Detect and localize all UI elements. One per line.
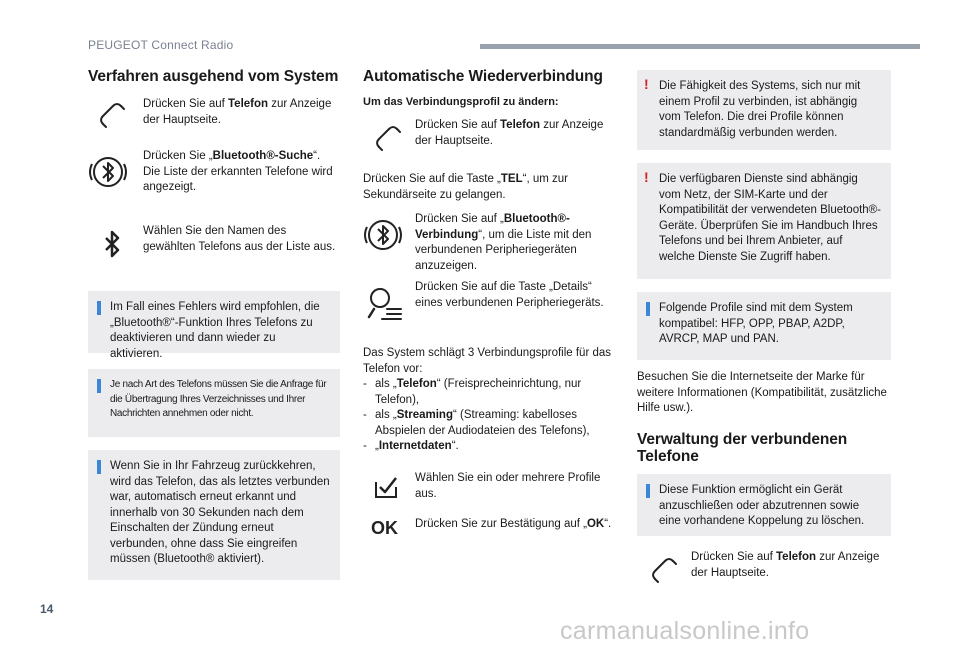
- bluetooth-icon: [94, 226, 130, 262]
- page-number: 14: [40, 602, 54, 616]
- step-text: Wählen Sie ein oder mehrere Profile aus.: [415, 472, 601, 500]
- heading-verfahren: Verfahren ausgehend vom System: [88, 68, 339, 85]
- phone-icon: [94, 97, 130, 133]
- info-note: Im Fall eines Fehlers wird empfohlen, die „Bluetooth®“-Funktion Ihres Telefons zu deaktivieren und dann wieder zu aktivieren.: [88, 291, 340, 353]
- profile-list: [363, 377, 613, 455]
- warning-icon: !: [644, 76, 649, 92]
- watermark: carmanualsonline.info: [560, 617, 810, 645]
- step-text: Drücken Sie auf Telefon zur Anzeige der Hauptseite.: [691, 551, 880, 579]
- info-marker: [646, 484, 650, 498]
- heading-wiederverbindung: Automatische Wiederverbindung: [363, 68, 603, 85]
- info-marker: [646, 302, 650, 316]
- list-item: - als „Telefon“ (Freisprecheinrichtung, nur Telefon),: [363, 378, 582, 406]
- list-item: - als „Streaming“ (Streaming: kabelloses Abspielen der Audiodateien des Telefons),: [363, 409, 590, 437]
- step-text: Drücken Sie auf „Bluetooth®-Verbindung“, um die Liste mit den verbundenen Peripheriegeräten anzuzeigen.: [415, 213, 592, 272]
- step-text: Drücken Sie „Bluetooth®-Suche“. Die Liste der erkannten Telefone wird angezeigt.: [143, 150, 333, 193]
- subheading: Um das Verbindungsprofil zu ändern:: [363, 96, 559, 108]
- step-text: Wählen Sie den Namen des gewählten Telefons aus der Liste aus.: [143, 225, 336, 253]
- warning-note: ! Die verfügbaren Dienste sind abhängig vom Netz, der SIM-Karte und der Kompatibilität der verwendeten Bluetooth®-Geräte. Überprüfen Sie im Handbuch Ihres Telefons und bei Ihrem Anbieter, auf welche Dienste Sie Zugriff haben.: [637, 163, 891, 279]
- heading-verwaltung: Verwaltung der verbundenen Telefone: [637, 431, 848, 465]
- info-marker: [97, 301, 101, 315]
- info-marker: [97, 379, 101, 393]
- info-note: Diese Funktion ermöglicht ein Gerät anzuschließen oder abzutrennen sowie eine vorhandene Koppelung zu löschen.: [637, 474, 891, 536]
- bluetooth-search-icon: [88, 152, 128, 192]
- warning-note: ! Die Fähigkeit des Systems, sich nur mit einem Profil zu verbinden, ist abhängig vom Telefon. Die drei Profile können standardmäßig verbunden werden.: [637, 70, 891, 150]
- paragraph: Das System schlägt 3 Verbindungsprofile für das Telefon vor:: [363, 347, 612, 375]
- list-item: - „Internetdaten“.: [363, 440, 459, 452]
- step-text: Drücken Sie zur Bestätigung auf „OK“.: [415, 518, 612, 530]
- info-note: Je nach Art des Telefons müssen Sie die Anfrage für die Übertragung Ihres Verzeichnisses und Ihrer Nachrichten annehmen oder nicht.: [88, 369, 340, 437]
- paragraph: Drücken Sie auf die Taste „TEL“, um zur Sekundärseite zu gelangen.: [363, 173, 568, 201]
- step-text: Drücken Sie auf Telefon zur Anzeige der Hauptseite.: [143, 98, 332, 126]
- running-header: PEUGEOT Connect Radio: [88, 38, 234, 52]
- warning-icon: !: [644, 169, 649, 185]
- phone-icon: [370, 120, 406, 156]
- info-note: Wenn Sie in Ihr Fahrzeug zurückkehren, wird das Telefon, das als letztes verbunden war, automatisch erneut erkannt und innerhalb von 30 Sekunden nach dem Einschalten der Zündung erneut verbunden, ohne dass Sie eingreifen müssen (Bluetooth® aktiviert).: [88, 450, 340, 580]
- bluetooth-search-icon: [363, 215, 403, 255]
- step-text: Drücken Sie auf die Taste „Details“ eines verbundenen Peripheriegeräts.: [415, 281, 604, 309]
- paragraph: Besuchen Sie die Internetseite der Marke für weitere Informationen (Kompatibilität, zusätzliche Hilfe usw.).: [637, 371, 887, 414]
- checkbox-icon: [372, 473, 400, 501]
- info-note: Folgende Profile sind mit dem System kompatibel: HFP, OPP, PBAP, A2DP, AVRCP, MAP und PAN.: [637, 292, 891, 360]
- phone-icon: [646, 552, 682, 588]
- ok-icon: OK: [371, 518, 398, 538]
- header-bar: [480, 44, 920, 49]
- step-text: Drücken Sie auf Telefon zur Anzeige der Hauptseite.: [415, 119, 604, 147]
- details-search-icon: [365, 283, 405, 323]
- info-marker: [97, 460, 101, 474]
